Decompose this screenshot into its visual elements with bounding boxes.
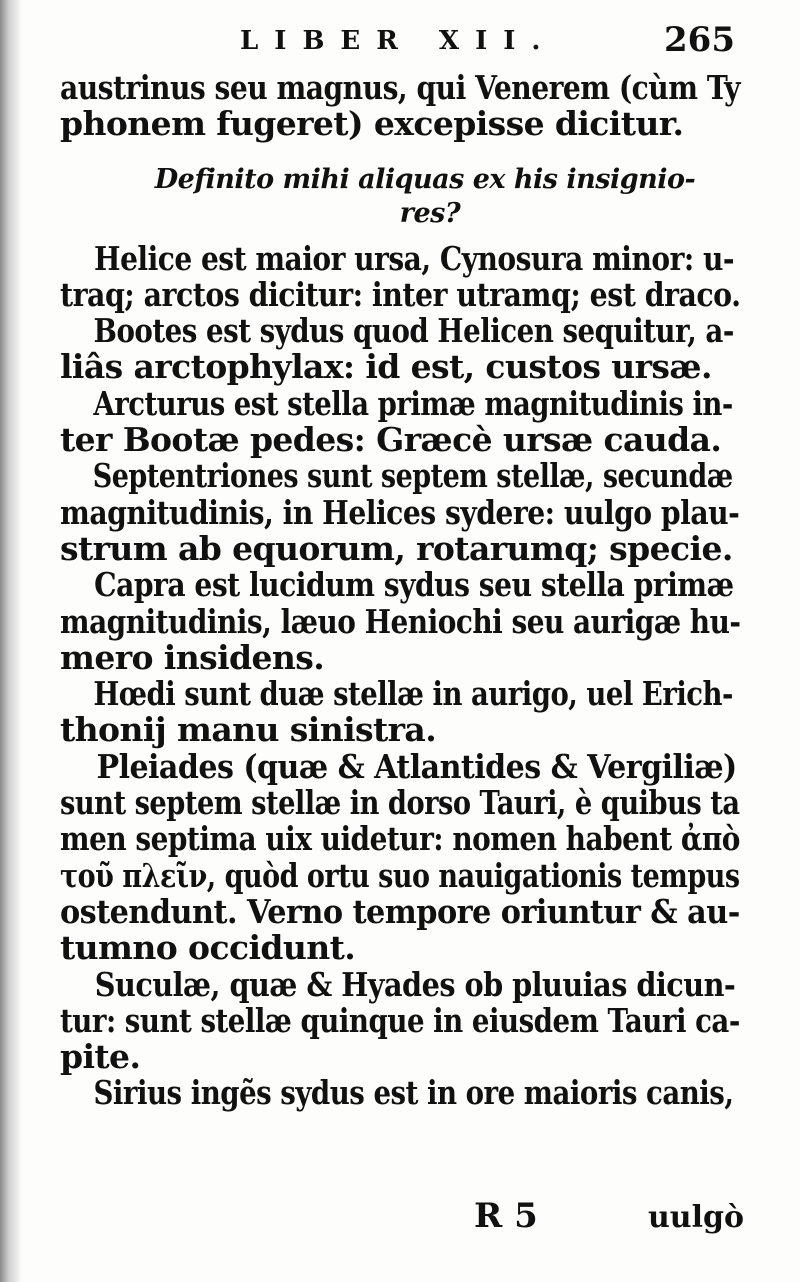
paragraph-first-line: Hœdi sunt duæ stellæ in aurigo, uel Erich-: [93, 674, 733, 714]
paragraph-first-line: Pleiades (quæ & Atlantides & Vergiliæ): [96, 746, 737, 786]
text-line: ter Bootæ pedes: Græcè ursæ cauda.: [60, 420, 722, 460]
page-gutter-shadow: [0, 0, 22, 1282]
main-text: [60, 70, 740, 1112]
paragraph-first-line: Sirius ingẽs sydus est in ore maioris canis,: [93, 1073, 734, 1113]
text-line: mero insidens.: [60, 637, 325, 677]
text-line: pite.: [60, 1037, 141, 1077]
text-line: τοῦ πλεῖν, quòd ortu suo nauigationis tempus: [60, 855, 740, 895]
text-line: tumno occidunt.: [60, 928, 356, 968]
page-number: 265: [664, 20, 735, 60]
paragraph-first-line: Helice est maior ursa, Cynosura minor: u-: [94, 238, 735, 278]
text-line: strum ab equorum, rotarumq; specie.: [60, 528, 733, 568]
catchword: uulgò: [648, 1200, 745, 1235]
section-question: Definito mihi aliquas ex his insignio-: [154, 163, 696, 195]
text-line: magnitudinis, læuo Heniochi seu aurigæ hu-: [60, 601, 741, 641]
paragraph-first-line: Septentriones sunt septem stellæ, secundæ: [92, 456, 733, 496]
paragraph-first-line: Capra est lucidum sydus seu stella primæ: [94, 565, 734, 605]
text-line: austrinus seu magnus, qui Venerem (cùm Ty: [60, 68, 741, 107]
section-question: res?: [399, 197, 461, 229]
text-line: men septima uix uidetur: nomen habent ἀπὸ: [60, 819, 740, 859]
running-head: LIBER XII.: [240, 26, 557, 56]
text-line: phonem fugeret) excepisse dicitur.: [60, 104, 684, 144]
text-line: magnitudinis, in Helices sydere: uulgo plau-: [60, 492, 740, 532]
paragraph-first-line: Suculæ, quæ & Hyades ob pluuias dicun-: [94, 964, 736, 1004]
text-line: liâs arctophylax: id est, custos ursæ.: [60, 347, 712, 387]
paragraph-first-line: Arcturus est stella primæ magnitudinis in-: [93, 383, 733, 423]
text-line: traq; arctos dicitur: inter utramq; est draco.: [60, 274, 741, 314]
text-line: thonij manu sinistra.: [60, 710, 437, 750]
text-line: ostendunt. Verno tempore oriuntur & au-: [60, 891, 740, 931]
signature-mark: R 5: [474, 1196, 538, 1236]
page-footer: [0, 1196, 800, 1246]
text-line: sunt septem stellæ in dorso Tauri, è quibus ta: [60, 783, 740, 823]
paragraph-first-line: Bootes est sydus quod Helicen sequitur, a-: [93, 311, 734, 351]
text-line: tur: sunt stellæ quinque in eiusdem Tauri ca-: [60, 1000, 740, 1040]
